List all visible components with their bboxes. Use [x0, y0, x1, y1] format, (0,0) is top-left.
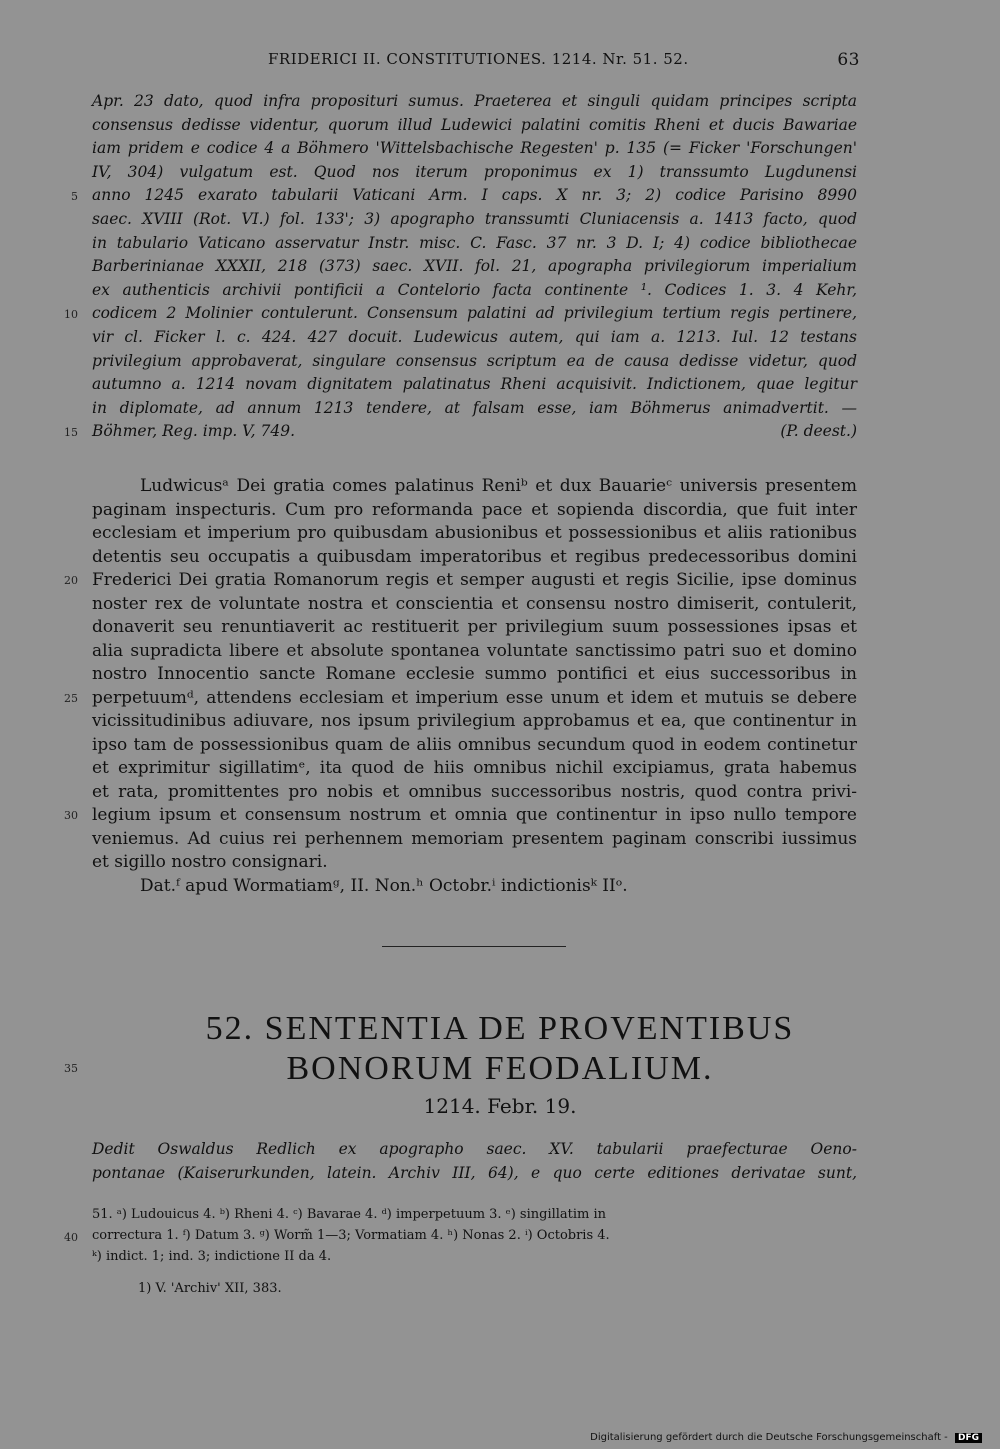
running-head-title: FRIDERICI II. CONSTITUTIONES. 1214. Nr. 51. 52. [268, 50, 689, 68]
body-line: et exprimitur sigillatimᵉ, ita quod de hiis omnibus nichil excipiamus, grata habemus [92, 758, 857, 778]
body-line: Dat.ᶠ apud Wormatiamᵍ, II. Non.ʰ Octobr.ⁱ indictionisᵏ IIᵒ. [140, 875, 628, 896]
body-line: legium ipsum et consensum nostrum et omnia que continentur in ipso nullo tempore [92, 805, 857, 825]
dfg-logo: DFG [955, 1433, 982, 1443]
body-line: Frederici Dei gratia Romanorum regis et semper augusti et regis Sicilie, ipse dominus [92, 570, 857, 590]
intro-line: saec. XVIII (Rot. VI.) fol. 133'; 3) apographo transsumti Cluniacensis a. 1413 facto, quod [92, 210, 857, 228]
footnote-note-1: 1) V. 'Archiv' XII, 383. [138, 1281, 282, 1296]
intro-line: Barberinianae XXXII, 218 (373) saec. XVII. fol. 21, apographa privilegiorum imperialium [92, 257, 857, 276]
footnote-line-3: ᵏ) indict. 1; ind. 3; indictione II da 4. [92, 1249, 332, 1264]
body-line: detentis seu occupatis a quibusdam imperatoribus et regibus predecessoribus domini [92, 546, 857, 567]
body-line: ipso tam de possessionibus quam de aliis omnibus secundum quod in eodem continetur [92, 734, 857, 755]
footnote-line-1: 51. ᵃ) Ludouicus 4. ᵇ) Rheni 4. ᶜ) Bavarae 4. ᵈ) imperpetuum 3. ᵉ) singillatim in [92, 1207, 607, 1222]
intro-line: autumno a. 1214 novam dignitatem palatinatus Rheni acquisivit. Indictionem, quae legitur [92, 375, 857, 394]
doc52-intro-line-1: Dedit Oswaldus Redlich ex apographo saec. XV. tabularii praefecturae Oeno- [92, 1140, 857, 1158]
document-date: 1214. Febr. 19. [423, 1094, 577, 1118]
body-line: Ludwicusᵃ Dei gratia comes palatinus Reniᵇ et dux Bauarieᶜ universis presentem [140, 476, 857, 496]
line-number: 5 [71, 190, 78, 204]
footer-text: Digitalisierung gefördert durch die Deutsche Forschungsgemeinschaft - [590, 1432, 948, 1443]
section-divider [382, 946, 566, 947]
intro-line: anno 1245 exarato tabularii Vaticani Arm. I caps. X nr. 3; 2) codice Parisino 8990 [92, 186, 857, 205]
line-number: 25 [64, 691, 78, 705]
line-number: 20 [64, 574, 78, 587]
body-line: et rata, promittentes pro nobis et omnibus successoribus nostris, quod contra privi- [92, 781, 857, 802]
footer-credit [590, 1432, 982, 1443]
footnote-line-2: correctura 1. ᶠ) Datum 3. ᵍ) Worm̃ 1—3; Vormatiam 4. ʰ) Nonas 2. ⁱ) Octobris 4. [92, 1228, 610, 1243]
intro-line: privilegium approbaverat, singulare consensus scriptum ea de causa dedisse videtur, quod [92, 351, 857, 370]
intro-line: in tabulario Vaticano asservatur Instr. misc. C. Fasc. 37 nr. 3 D. I; 4) codice bibliothecae [92, 233, 857, 252]
body-line: paginam inspecturis. Cum pro reformanda pace et sopienda discordia, que fuit inter [92, 499, 857, 520]
running-head [268, 50, 868, 68]
line-number: 10 [64, 308, 78, 322]
intro-line: IV, 304) vulgatum est. Quod nos iterum proponimus ex 1) transsumto Lugdunensi [92, 162, 857, 181]
line-number-35: 35 [64, 1062, 78, 1075]
line-number: 15 [64, 426, 78, 440]
page-number: 63 [837, 50, 860, 70]
body-line: nostro Innocentio sancte Romane ecclesie summo pontifici et eius successoribus in [92, 664, 857, 684]
line-number: 30 [64, 809, 78, 822]
body-line: vicissitudinibus adiuvare, nos ipsum privilegium approbamus et ea, que continentur in [92, 711, 857, 731]
intro-line: codicem 2 Molinier contulerunt. Consensum palatini ad privilegium tertium regis pertinere, [92, 304, 857, 323]
body-line: alia supradicta libere et absolute spontanea voluntate sanctissimo patri suo et domino [92, 640, 857, 661]
body-line: et sigillo nostro consignari. [92, 852, 328, 872]
body-line: ecclesiam et imperium pro quibusdam abusionibus et possessionibus et aliis rationibus [92, 523, 857, 543]
intro-line: Böhmer, Reg. imp. V, 749. [92, 422, 296, 441]
intro-line: vir cl. Ficker l. c. 424. 427 docuit. Ludewicus autem, qui iam a. 1213. Iul. 12 testans [92, 328, 857, 346]
body-line: veniemus. Ad cuius rei perhennem memoriam presentem paginam conscribi iussimus [92, 828, 857, 849]
body-line: perpetuumᵈ, attendens ecclesiam et imperium esse unum et idem et mutuis se debere [92, 687, 857, 708]
doc52-intro-line-2: pontanae (Kaiserurkunden, latein. Archiv III, 64), e quo certe editiones derivatae sunt, [92, 1164, 857, 1182]
document-title-line-1: 52. SENTENTIA DE PROVENTIBUS [205, 1010, 795, 1047]
line-number-40: 40 [64, 1231, 78, 1244]
document-title-line-2: BONORUM FEODALIUM. [286, 1050, 714, 1087]
intro-right-note: (P. deest.) [780, 422, 857, 441]
intro-line: consensus dedisse videntur, quorum illud Ludewici palatini comitis Rheni et ducis Bawariae [92, 115, 857, 134]
intro-line: Apr. 23 dato, quod infra proposituri sumus. Praeterea et singuli quidam principes scripta [92, 92, 857, 110]
body-line: noster rex de voluntate nostra et conscientia et consensu nostro dimiserit, contulerit, [92, 593, 857, 614]
intro-line: ex authenticis archivii pontificii a Contelorio facta continente ¹. Codices 1. 3. 4 Kehr, [92, 280, 857, 299]
intro-line: in diplomate, ad annum 1213 tendere, at falsam esse, iam Böhmerus animadvertit. — [92, 398, 857, 417]
intro-line: iam pridem e codice 4 a Böhmero 'Wittelsbachische Regesten' p. 135 (= Ficker 'Forschungen' [92, 139, 857, 158]
body-line: donaverit seu renuntiaverit ac restituerit per privilegium suum possessiones ipsas et [92, 617, 857, 637]
